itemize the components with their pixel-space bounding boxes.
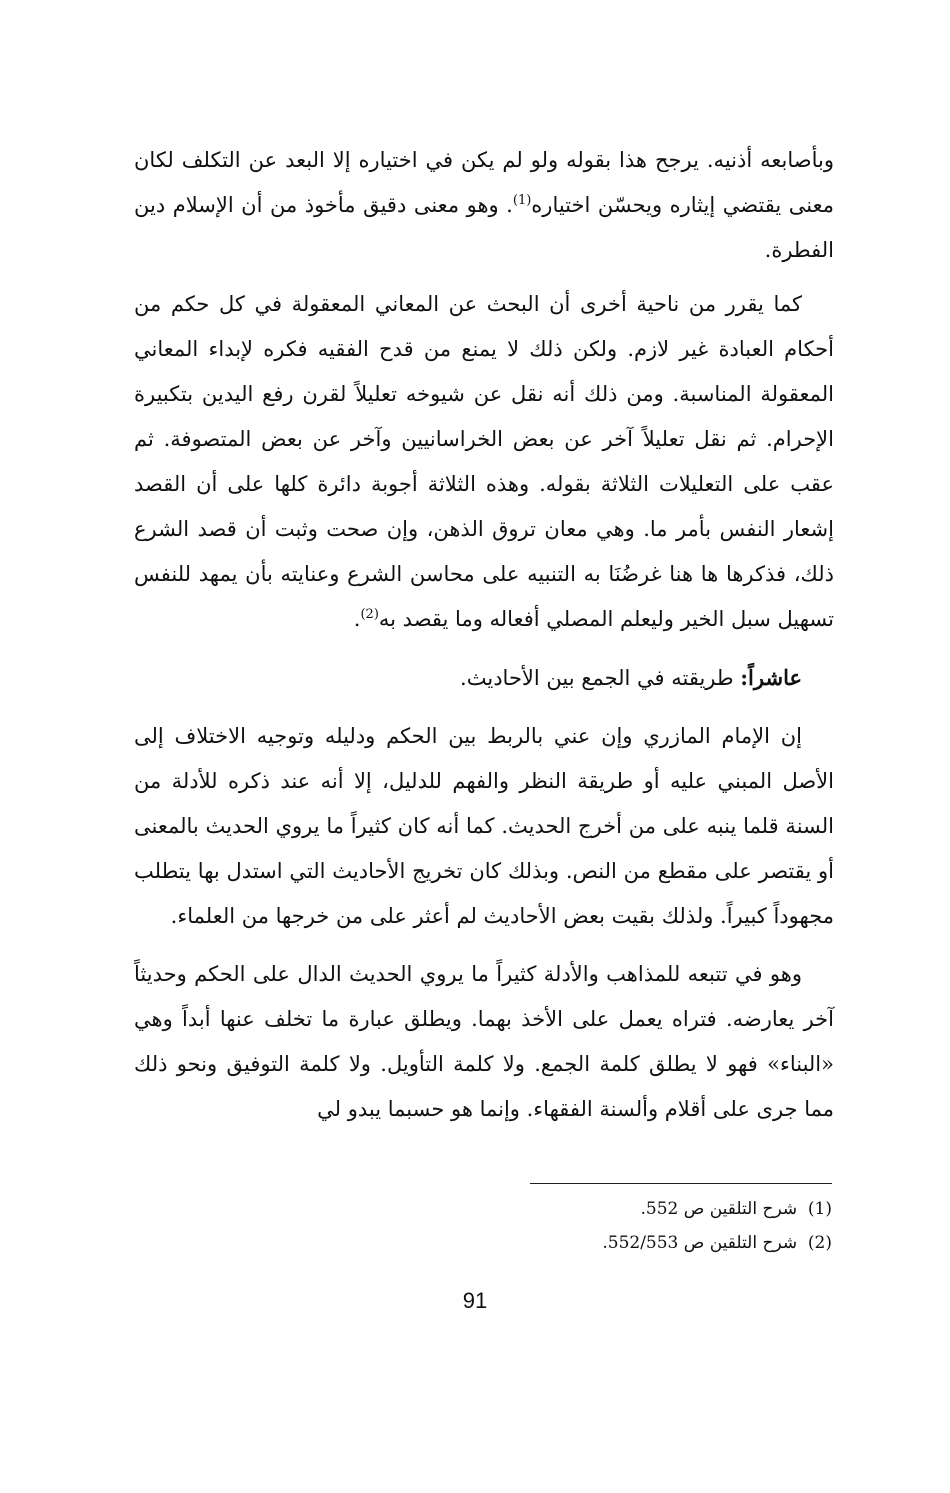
paragraph-text-tail: . وهو معنى دقيق مأخوذ من أن الإسلام دين الفطرة.: [134, 193, 834, 262]
paragraph: [134, 282, 834, 642]
page-number: 91: [462, 1288, 488, 1313]
paragraph-text: كما يقرر من ناحية أخرى أن البحث عن المعاني المعقولة في كل حكم من أحكام العبادة غير لازم. ولكن ذلك لا يمنع من قدح الفقيه فكره لإبداء المعاني المعقولة المناسبة. ومن ذلك أنه نقل عن شيوخه تعليلاً لقرن رفع اليدين بتكبيرة الإحرام. ثم نقل تعليلاً آخر عن بعض الخراسانيين وآخر عن بعض المتصوفة. ثم عقب على التعليلات الثلاثة بقوله. وهذه الثلاثة أجوبة دائرة كلها على أن القصد إشعار النفس بأمر ما. وهي معان تروق الذهن، وإن صحت وثبت أن قصد الشرع ذلك، فذكرها ها هنا غرضُنَا به التنبيه على محاسن الشرع وعنايته بأن يمهد للنفس تسهيل سبل الخير وليعلم المصلي أفعاله وما يقصد به: [134, 292, 834, 631]
main-text: [134, 138, 834, 1132]
paragraph: وهو في تتبعه للمذاهب والأدلة كثيراً ما يروي الحديث الدال على الحكم وحديثاً آخر يعارضه. فتراه يعمل على الأخذ بهما. ويطلق عبارة ما تخلف عنها أبداً وهي «البناء» فهو لا يطلق كلمة الجمع. ولا كلمة التأويل. ولا كلمة التوفيق ونحو ذلك مما جرى على أقلام وألسنة الفقهاء. وإنما هو حسبما يبدو لي: [134, 962, 834, 1121]
paragraph: [134, 138, 834, 273]
footnote-text: شرح التلقين ص 552/553.: [602, 1233, 798, 1253]
footnote-separator: [530, 1183, 832, 1184]
paragraph-text: وبأصابعه أذنيه. يرجح هذا بقوله ولو لم يكن في اختياره إلا البعد عن التكلف لكان معنى يقتضي إيثاره ويحسّن اختياره: [134, 148, 834, 217]
section-heading-label: عاشراً:: [740, 665, 802, 690]
section-heading-text: طريقته في الجمع بين الأحاديث.: [460, 666, 741, 690]
footnote-text: شرح التلقين ص 552.: [640, 1199, 798, 1219]
footnotes: [430, 1192, 832, 1260]
footnote-reference[interactable]: (1): [512, 193, 532, 208]
footnote: [430, 1226, 832, 1260]
paragraph: إن الإمام المازري وإن عني بالربط بين الحكم ودليله وتوجيه الاختلاف إلى الأصل المبني عليه أو طريقة النظر والفهم للدليل، إلا أنه عند ذكره للأدلة من السنة قلما ينبه على من أخرج الحديث. كما أنه كان كثيراً ما يروي الحديث بالمعنى أو يقتصر على مقطع من النص. وبذلك كان تخريج الأحاديث التي استدل بها يتطلب مجهوداً كبيراً. ولذلك بقيت بعض الأحاديث لم أعثر على من خرجها من العلماء.: [134, 724, 834, 928]
footnote-reference[interactable]: (2): [360, 607, 379, 622]
footnote-mark: (1): [807, 1199, 832, 1219]
footnote: [430, 1192, 832, 1226]
footnote-mark: (2): [807, 1233, 832, 1253]
paragraph-text-tail: .: [353, 607, 361, 631]
section-heading: [134, 655, 834, 701]
